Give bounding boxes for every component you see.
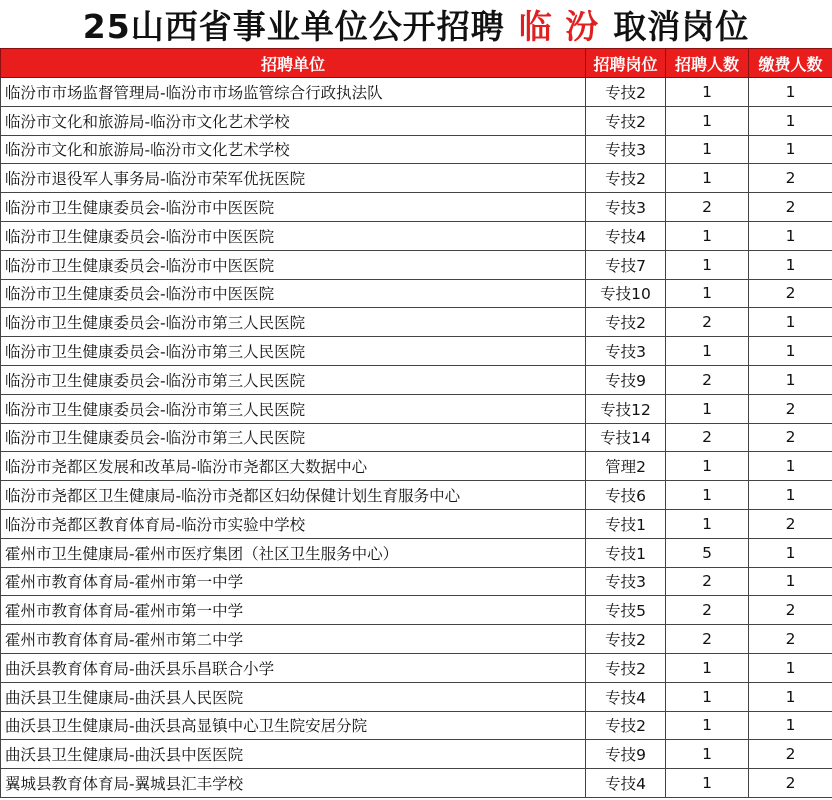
table-row [1, 769, 832, 798]
cell-unit: 霍州市教育体育局-霍州市第一中学 [1, 567, 586, 596]
table-row [1, 308, 832, 337]
table-row [1, 78, 832, 107]
cell-hiring-count: 2 [666, 365, 749, 394]
table-row [1, 394, 832, 423]
cell-hiring-count: 1 [666, 106, 749, 135]
cell-paid-count: 1 [749, 337, 832, 366]
cell-paid-count: 1 [749, 711, 832, 740]
cell-hiring-count: 1 [666, 711, 749, 740]
cell-position: 专技14 [586, 423, 666, 452]
cell-unit: 翼城县教育体育局-翼城县汇丰学校 [1, 769, 586, 798]
cell-position: 专技2 [586, 106, 666, 135]
cell-position: 专技12 [586, 394, 666, 423]
cancelled-positions-table [0, 48, 832, 798]
cell-position: 专技4 [586, 221, 666, 250]
cell-paid-count: 2 [749, 740, 832, 769]
cell-hiring-count: 2 [666, 596, 749, 625]
title-city: 临 汾 [518, 6, 600, 46]
cell-hiring-count: 1 [666, 653, 749, 682]
table-row [1, 221, 832, 250]
cell-position: 专技9 [586, 365, 666, 394]
cell-hiring-count: 1 [666, 452, 749, 481]
cell-unit: 曲沃县卫生健康局-曲沃县高显镇中心卫生院安居分院 [1, 711, 586, 740]
cell-position: 专技2 [586, 625, 666, 654]
cell-hiring-count: 1 [666, 135, 749, 164]
cell-unit: 霍州市教育体育局-霍州市第二中学 [1, 625, 586, 654]
page-title [0, 0, 832, 48]
cell-position: 专技9 [586, 740, 666, 769]
title-prefix: 25山西省事业单位公开招聘 [82, 6, 505, 46]
title-suffix: 取消岗位 [613, 6, 750, 46]
cell-position: 专技7 [586, 250, 666, 279]
cell-unit: 临汾市尧都区发展和改革局-临汾市尧都区大数据中心 [1, 452, 586, 481]
table-header-row [1, 49, 832, 78]
table-row [1, 682, 832, 711]
table-row [1, 596, 832, 625]
cell-position: 专技3 [586, 135, 666, 164]
cell-hiring-count: 1 [666, 250, 749, 279]
header-hiring-count: 招聘人数 [666, 49, 749, 78]
cell-paid-count: 1 [749, 365, 832, 394]
table-row [1, 365, 832, 394]
cell-paid-count: 2 [749, 394, 832, 423]
cell-unit: 临汾市文化和旅游局-临汾市文化艺术学校 [1, 135, 586, 164]
cell-unit: 霍州市教育体育局-霍州市第一中学 [1, 596, 586, 625]
cell-paid-count: 2 [749, 279, 832, 308]
cell-hiring-count: 1 [666, 221, 749, 250]
cell-hiring-count: 1 [666, 279, 749, 308]
cell-paid-count: 1 [749, 135, 832, 164]
table-row [1, 135, 832, 164]
cell-paid-count: 1 [749, 567, 832, 596]
table-row [1, 740, 832, 769]
cell-unit: 临汾市卫生健康委员会-临汾市中医医院 [1, 221, 586, 250]
table-row [1, 509, 832, 538]
header-unit: 招聘单位 [1, 49, 586, 78]
cell-position: 专技4 [586, 682, 666, 711]
cell-position: 专技1 [586, 509, 666, 538]
header-paid-count: 缴费人数 [749, 49, 832, 78]
cell-position: 专技2 [586, 164, 666, 193]
cell-position: 专技5 [586, 596, 666, 625]
cell-unit: 临汾市卫生健康委员会-临汾市中医医院 [1, 250, 586, 279]
cell-paid-count: 1 [749, 452, 832, 481]
cell-paid-count: 2 [749, 769, 832, 798]
cell-paid-count: 1 [749, 538, 832, 567]
cell-position: 管理2 [586, 452, 666, 481]
cell-position: 专技4 [586, 769, 666, 798]
table-row [1, 423, 832, 452]
cell-hiring-count: 2 [666, 567, 749, 596]
cell-hiring-count: 1 [666, 78, 749, 107]
cell-position: 专技2 [586, 308, 666, 337]
cell-hiring-count: 1 [666, 164, 749, 193]
table-row [1, 193, 832, 222]
cell-paid-count: 2 [749, 625, 832, 654]
cell-hiring-count: 1 [666, 769, 749, 798]
cell-unit: 临汾市尧都区卫生健康局-临汾市尧都区妇幼保健计划生育服务中心 [1, 481, 586, 510]
cell-position: 专技2 [586, 653, 666, 682]
cell-position: 专技2 [586, 78, 666, 107]
cell-unit: 临汾市卫生健康委员会-临汾市第三人民医院 [1, 423, 586, 452]
table-row [1, 337, 832, 366]
table-row [1, 625, 832, 654]
cell-paid-count: 1 [749, 481, 832, 510]
cell-hiring-count: 2 [666, 308, 749, 337]
cell-hiring-count: 1 [666, 682, 749, 711]
table-row [1, 653, 832, 682]
table-row [1, 711, 832, 740]
cell-unit: 曲沃县教育体育局-曲沃县乐昌联合小学 [1, 653, 586, 682]
cell-hiring-count: 1 [666, 337, 749, 366]
cell-position: 专技3 [586, 193, 666, 222]
cell-paid-count: 1 [749, 106, 832, 135]
cell-unit: 临汾市文化和旅游局-临汾市文化艺术学校 [1, 106, 586, 135]
cell-hiring-count: 2 [666, 423, 749, 452]
cell-hiring-count: 1 [666, 740, 749, 769]
cell-paid-count: 2 [749, 164, 832, 193]
cell-paid-count: 2 [749, 509, 832, 538]
cell-hiring-count: 2 [666, 193, 749, 222]
table-row [1, 279, 832, 308]
cell-hiring-count: 1 [666, 509, 749, 538]
cell-unit: 临汾市卫生健康委员会-临汾市第三人民医院 [1, 337, 586, 366]
cell-unit: 临汾市卫生健康委员会-临汾市第三人民医院 [1, 308, 586, 337]
cell-hiring-count: 5 [666, 538, 749, 567]
table-body [1, 78, 832, 798]
cell-paid-count: 2 [749, 193, 832, 222]
table-row [1, 481, 832, 510]
cell-paid-count: 2 [749, 596, 832, 625]
cell-position: 专技10 [586, 279, 666, 308]
table-row [1, 164, 832, 193]
cell-hiring-count: 1 [666, 481, 749, 510]
table-row [1, 567, 832, 596]
cell-position: 专技1 [586, 538, 666, 567]
cell-unit: 临汾市市场监督管理局-临汾市市场监管综合行政执法队 [1, 78, 586, 107]
table-row [1, 452, 832, 481]
table-row [1, 250, 832, 279]
cell-paid-count: 1 [749, 308, 832, 337]
table-row [1, 538, 832, 567]
cell-paid-count: 1 [749, 221, 832, 250]
cell-unit: 临汾市卫生健康委员会-临汾市第三人民医院 [1, 394, 586, 423]
cell-hiring-count: 1 [666, 394, 749, 423]
table-row [1, 106, 832, 135]
cell-position: 专技3 [586, 337, 666, 366]
cell-position: 专技3 [586, 567, 666, 596]
cell-unit: 临汾市卫生健康委员会-临汾市第三人民医院 [1, 365, 586, 394]
cell-unit: 临汾市卫生健康委员会-临汾市中医医院 [1, 279, 586, 308]
cell-paid-count: 1 [749, 653, 832, 682]
cell-paid-count: 1 [749, 682, 832, 711]
header-position: 招聘岗位 [586, 49, 666, 78]
cell-unit: 曲沃县卫生健康局-曲沃县人民医院 [1, 682, 586, 711]
cell-paid-count: 1 [749, 250, 832, 279]
cell-paid-count: 1 [749, 78, 832, 107]
cell-position: 专技2 [586, 711, 666, 740]
cell-position: 专技6 [586, 481, 666, 510]
cell-hiring-count: 2 [666, 625, 749, 654]
cell-unit: 临汾市退役军人事务局-临汾市荣军优抚医院 [1, 164, 586, 193]
cell-unit: 霍州市卫生健康局-霍州市医疗集团（社区卫生服务中心） [1, 538, 586, 567]
cell-paid-count: 2 [749, 423, 832, 452]
cell-unit: 临汾市尧都区教育体育局-临汾市实验中学校 [1, 509, 586, 538]
cell-unit: 曲沃县卫生健康局-曲沃县中医医院 [1, 740, 586, 769]
cell-unit: 临汾市卫生健康委员会-临汾市中医医院 [1, 193, 586, 222]
